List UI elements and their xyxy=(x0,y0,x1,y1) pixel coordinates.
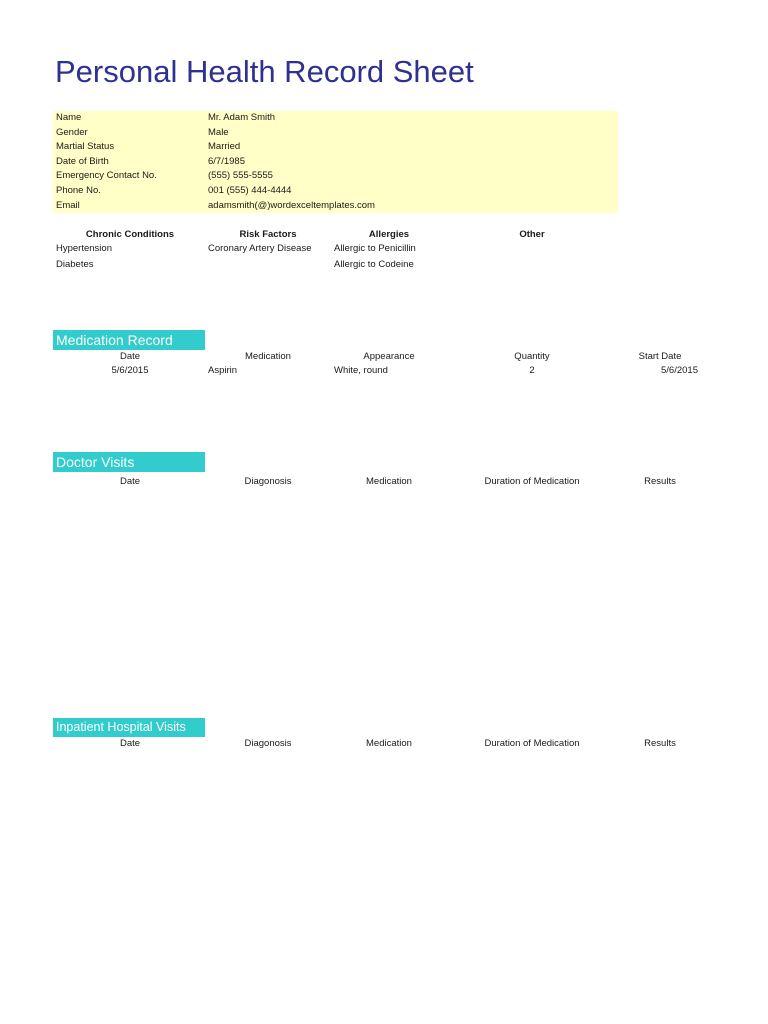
column-header: Start Date xyxy=(638,351,682,362)
page-title: Personal Health Record Sheet xyxy=(55,54,474,89)
info-row-phone xyxy=(53,184,618,199)
table-cell: Allergic to Codeine xyxy=(334,259,414,270)
column-header: Medication xyxy=(366,476,412,487)
table-cell: White, round xyxy=(334,365,388,376)
column-header: Date xyxy=(119,476,141,487)
table-cell: 2 xyxy=(529,365,535,376)
table-cell: Allergic to Penicillin xyxy=(334,243,416,254)
column-header: Results xyxy=(644,476,676,487)
column-header: Diagonosis xyxy=(244,476,292,487)
column-header: Date xyxy=(119,738,141,749)
info-value: (555) 555-5555 xyxy=(208,170,273,182)
column-header: Duration of Medication xyxy=(484,738,580,749)
column-header: Diagonosis xyxy=(244,738,292,749)
info-value: Mr. Adam Smith xyxy=(208,112,276,123)
column-header: Other xyxy=(519,229,545,240)
column-header: Duration of Medication xyxy=(484,476,580,487)
column-header: Chronic Conditions xyxy=(85,229,175,240)
column-header: Results xyxy=(644,738,676,749)
info-row-date-of-birth xyxy=(53,155,618,170)
table-cell: Hypertension xyxy=(56,243,112,254)
section-label-inpatient-visits: Inpatient Hospital Visits xyxy=(53,718,205,737)
section-label-medication-record: Medication Record xyxy=(53,330,205,350)
info-row-email xyxy=(53,199,618,214)
info-label: Date of Birth xyxy=(56,155,109,167)
table-cell: Aspirin xyxy=(208,365,238,376)
info-row-gender xyxy=(53,126,618,141)
info-row-emergency-contact xyxy=(53,169,618,184)
personal-info-panel xyxy=(53,111,618,213)
info-value: Male xyxy=(208,126,229,138)
column-header: Risk Factors xyxy=(239,229,297,240)
info-label: Gender xyxy=(56,126,88,138)
table-cell: 5/6/2015 xyxy=(111,365,149,376)
info-label: Phone No. xyxy=(56,185,101,196)
info-value: 6/7/1985 xyxy=(208,155,245,167)
column-header: Appearance xyxy=(363,351,415,362)
info-label: Martial Status xyxy=(56,141,115,153)
table-cell: Diabetes xyxy=(56,259,94,270)
info-label: Name xyxy=(56,112,82,123)
info-value: 001 (555) 444-4444 xyxy=(208,185,292,196)
table-cell: 5/6/2015 xyxy=(661,365,698,376)
column-header: Date xyxy=(119,351,141,362)
info-row-name xyxy=(53,111,618,126)
column-header: Medication xyxy=(366,738,412,749)
info-value: adamsmith(@)wordexceltemplates.com xyxy=(208,199,375,211)
column-header: Quantity xyxy=(514,351,550,362)
column-header: Allergies xyxy=(368,229,410,240)
info-value: Married xyxy=(208,141,241,153)
info-label: Emergency Contact No. xyxy=(56,170,157,182)
info-row-marital-status xyxy=(53,140,618,155)
column-header: Medication xyxy=(245,351,291,362)
table-cell: Coronary Artery Disease xyxy=(208,243,312,254)
section-label-doctor-visits: Doctor Visits xyxy=(53,452,205,472)
info-label: Email xyxy=(56,199,80,211)
